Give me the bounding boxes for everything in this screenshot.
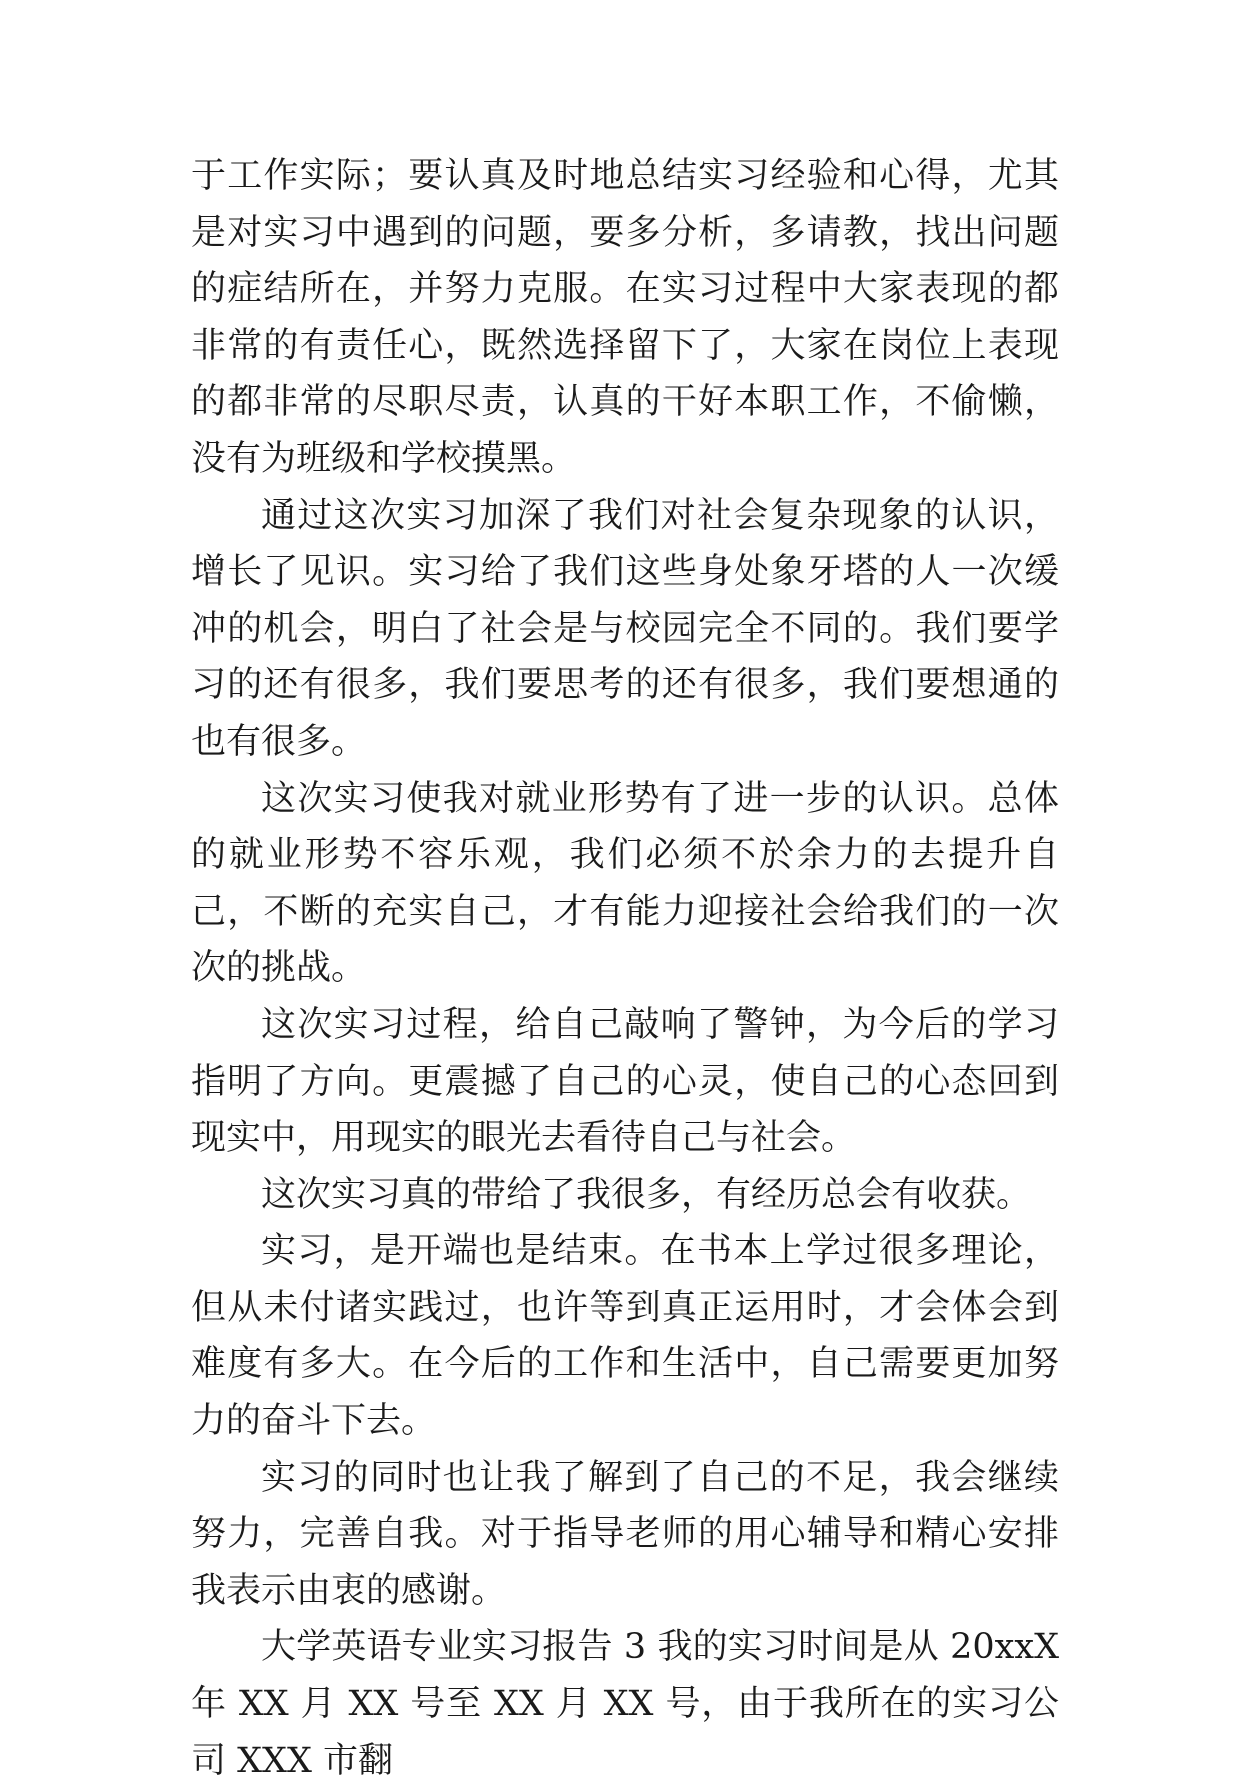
paragraph-6: 实习，是开端也是结束。在书本上学过很多理论，但从未付诸实践过，也许等到真正运用时，才会体会到难度有多大。在今后的工作和生活中，自己需要更加努力的奋斗下去。 — [191, 1231, 1059, 1442]
paragraph-1: 于工作实际；要认真及时地总结实习经验和心得，尤其是对实习中遇到的问题，要多分析，多请教，找出问题的症结所在，并努力克服。在实习过程中大家表现的都非常的有责任心，既然选择留下了，大家在岗位上表现的都非常的尽职尽责，认真的干好本职工作，不偷懒，没有为班级和学校摸黑。 — [191, 156, 1059, 479]
document-body — [191, 148, 1059, 1789]
paragraph-8: 大学英语专业实习报告 3 我的实习时间是从 20xxX 年 XX 月 XX 号至 XX 月 XX 号，由于我所在的实习公司 XXX 市翻 — [191, 1627, 1059, 1781]
paragraph-7: 实习的同时也让我了解到了自己的不足，我会继续努力，完善自我。对于指导老师的用心辅导和精心安排我表示由衷的感谢。 — [191, 1457, 1059, 1611]
paragraph-4: 这次实习过程，给自己敲响了警钟，为今后的学习指明了方向。更震撼了自己的心灵，使自己的心态回到现实中，用现实的眼光去看待自己与社会。 — [191, 1004, 1059, 1159]
paragraph-3: 这次实习使我对就业形势有了进一步的认识。总体的就业形势不容乐观，我们必须不於余力的去提升自己，不断的充实自己，才有能力迎接社会给我们的一次次的挑战。 — [191, 778, 1059, 989]
paragraph-5: 这次实习真的带给了我很多，有经历总会有收获。 — [261, 1174, 1032, 1215]
paragraph-2: 通过这次实习加深了我们对社会复杂现象的认识，增长了见识。实习给了我们这些身处象牙塔的人一次缓冲的机会，明白了社会是与校园完全不同的。我们要学习的还有很多，我们要思考的还有很多，我们要想通的也有很多。 — [191, 495, 1059, 762]
